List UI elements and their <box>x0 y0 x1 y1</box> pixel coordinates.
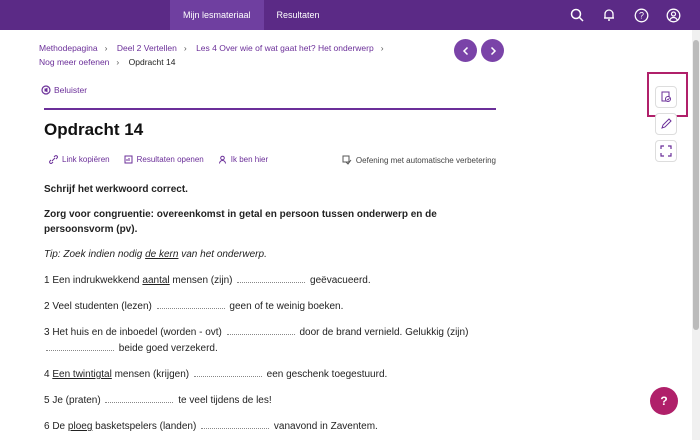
sentence-text: te veel tijdens de les! <box>175 395 272 406</box>
check-document-icon <box>660 91 672 103</box>
breadcrumb-link[interactable]: Methodepagina <box>39 43 98 53</box>
sentence-2 <box>44 298 496 314</box>
fullscreen-button[interactable] <box>655 140 677 162</box>
sentence-text: mensen (zijn) <box>169 275 236 286</box>
pen-icon <box>660 118 672 130</box>
sentence-underlined: aantal <box>142 275 170 286</box>
main-tabs <box>170 0 333 30</box>
tip-text: van het onderwerp. <box>178 249 267 260</box>
tab-resultaten[interactable]: Resultaten <box>276 10 320 20</box>
top-icons <box>568 6 682 24</box>
instruction: Schrijf het werkwoord correct. <box>44 184 188 195</box>
answer-input[interactable] <box>237 272 305 283</box>
chevron-left-icon <box>461 46 471 56</box>
open-results-button[interactable] <box>124 155 204 164</box>
user-icon[interactable] <box>664 6 682 24</box>
tip-text: Tip: Zoek indien nodig <box>44 249 146 260</box>
sentence-text: mensen (krijgen) <box>111 369 192 380</box>
sentence-text: 4 <box>44 369 53 380</box>
chevron-right-icon: › <box>183 43 187 53</box>
draw-button[interactable] <box>655 113 677 135</box>
listen-label: Beluister <box>54 85 88 95</box>
help-icon[interactable] <box>632 6 650 24</box>
answer-input[interactable] <box>157 298 225 309</box>
breadcrumb-current: Opdracht 14 <box>128 57 176 67</box>
sentence-text: 3 Het huis en de inboedel (worden - ovt) <box>44 327 225 338</box>
sentence-text: 5 Je (praten) <box>44 395 104 406</box>
breadcrumb-link[interactable]: Deel 2 Vertellen <box>116 43 177 53</box>
help-button[interactable]: ? <box>650 387 678 415</box>
auto-correct-info <box>342 155 496 165</box>
copy-link-button[interactable] <box>49 155 110 164</box>
chevron-right-icon <box>488 46 498 56</box>
scrollbar[interactable] <box>692 30 700 440</box>
svg-text:?: ? <box>638 10 644 20</box>
divider <box>44 108 496 110</box>
sentence-4 <box>44 366 496 382</box>
bell-icon[interactable] <box>600 6 618 24</box>
chevron-right-icon: › <box>380 43 384 53</box>
listen-button[interactable] <box>41 85 87 95</box>
search-icon[interactable] <box>568 6 586 24</box>
sentence-text: geen of te weinig boeken. <box>226 301 344 312</box>
sentence-text: door de brand vernield. Gelukkig (zijn) <box>296 327 469 338</box>
link-icon <box>49 155 58 164</box>
chevron-right-icon: › <box>104 43 108 53</box>
exercise-content <box>44 182 496 444</box>
answer-input[interactable] <box>105 392 173 403</box>
sentence-text: 1 Een indrukwekkend <box>44 275 143 286</box>
answer-input[interactable] <box>227 324 295 335</box>
top-navigation-bar <box>0 0 700 30</box>
previous-button[interactable] <box>454 39 477 62</box>
breadcrumb-link[interactable]: Les 4 Over wie of wat gaat het? Het onderwerp <box>196 43 374 53</box>
tab-mijn-lesmateriaal[interactable]: Mijn lesmateriaal <box>170 0 264 30</box>
answer-input[interactable] <box>194 366 262 377</box>
sentence-3 <box>44 324 496 356</box>
open-results-label: Resultaten openen <box>136 155 204 164</box>
sentence-5 <box>44 392 496 408</box>
sentence-6 <box>44 418 496 434</box>
sentence-text: beide goed verzekerd. <box>116 343 218 354</box>
side-toolbar <box>655 86 679 167</box>
sentence-text: geëvacueerd. <box>307 275 371 286</box>
next-button[interactable] <box>481 39 504 62</box>
check-answers-button[interactable] <box>655 86 677 108</box>
sentence-text: 6 De <box>44 421 68 432</box>
chevron-right-icon: › <box>116 57 120 67</box>
speaker-icon <box>41 85 51 95</box>
breadcrumb <box>39 41 439 69</box>
answer-input[interactable] <box>201 418 269 429</box>
expand-icon <box>660 145 672 157</box>
page-title: Opdracht 14 <box>44 120 144 139</box>
action-links <box>49 155 268 164</box>
person-icon <box>218 155 227 164</box>
sentence-underlined: Een twintigtal <box>52 369 112 380</box>
tip-underlined: de kern <box>145 249 179 260</box>
sentence-text: een geschenk toegestuurd. <box>263 369 388 380</box>
results-icon <box>124 155 133 164</box>
instruction: Zorg voor congruentie: overeenkomst in getal en persoon tussen onderwerp en de persoonsvorm (pv). <box>44 209 437 235</box>
copy-link-label: Link kopiëren <box>62 155 110 164</box>
auto-correct-label: Oefening met automatische verbetering <box>355 155 496 165</box>
here-label: Ik ben hier <box>230 155 269 164</box>
answer-input[interactable] <box>46 340 114 351</box>
sentence-underlined: ploeg <box>67 421 93 432</box>
breadcrumb-link[interactable]: Nog meer oefenen <box>39 57 110 67</box>
sentence-text: basketspelers (landen) <box>92 421 200 432</box>
auto-correct-icon <box>342 155 352 165</box>
sentence-text: 2 Veel studenten (lezen) <box>44 301 155 312</box>
sentence-1 <box>44 272 496 288</box>
tip <box>44 247 496 262</box>
sentence-text: vanavond in Zaventem. <box>271 421 378 432</box>
scrollbar-thumb[interactable] <box>693 40 699 330</box>
here-button[interactable] <box>218 155 268 164</box>
